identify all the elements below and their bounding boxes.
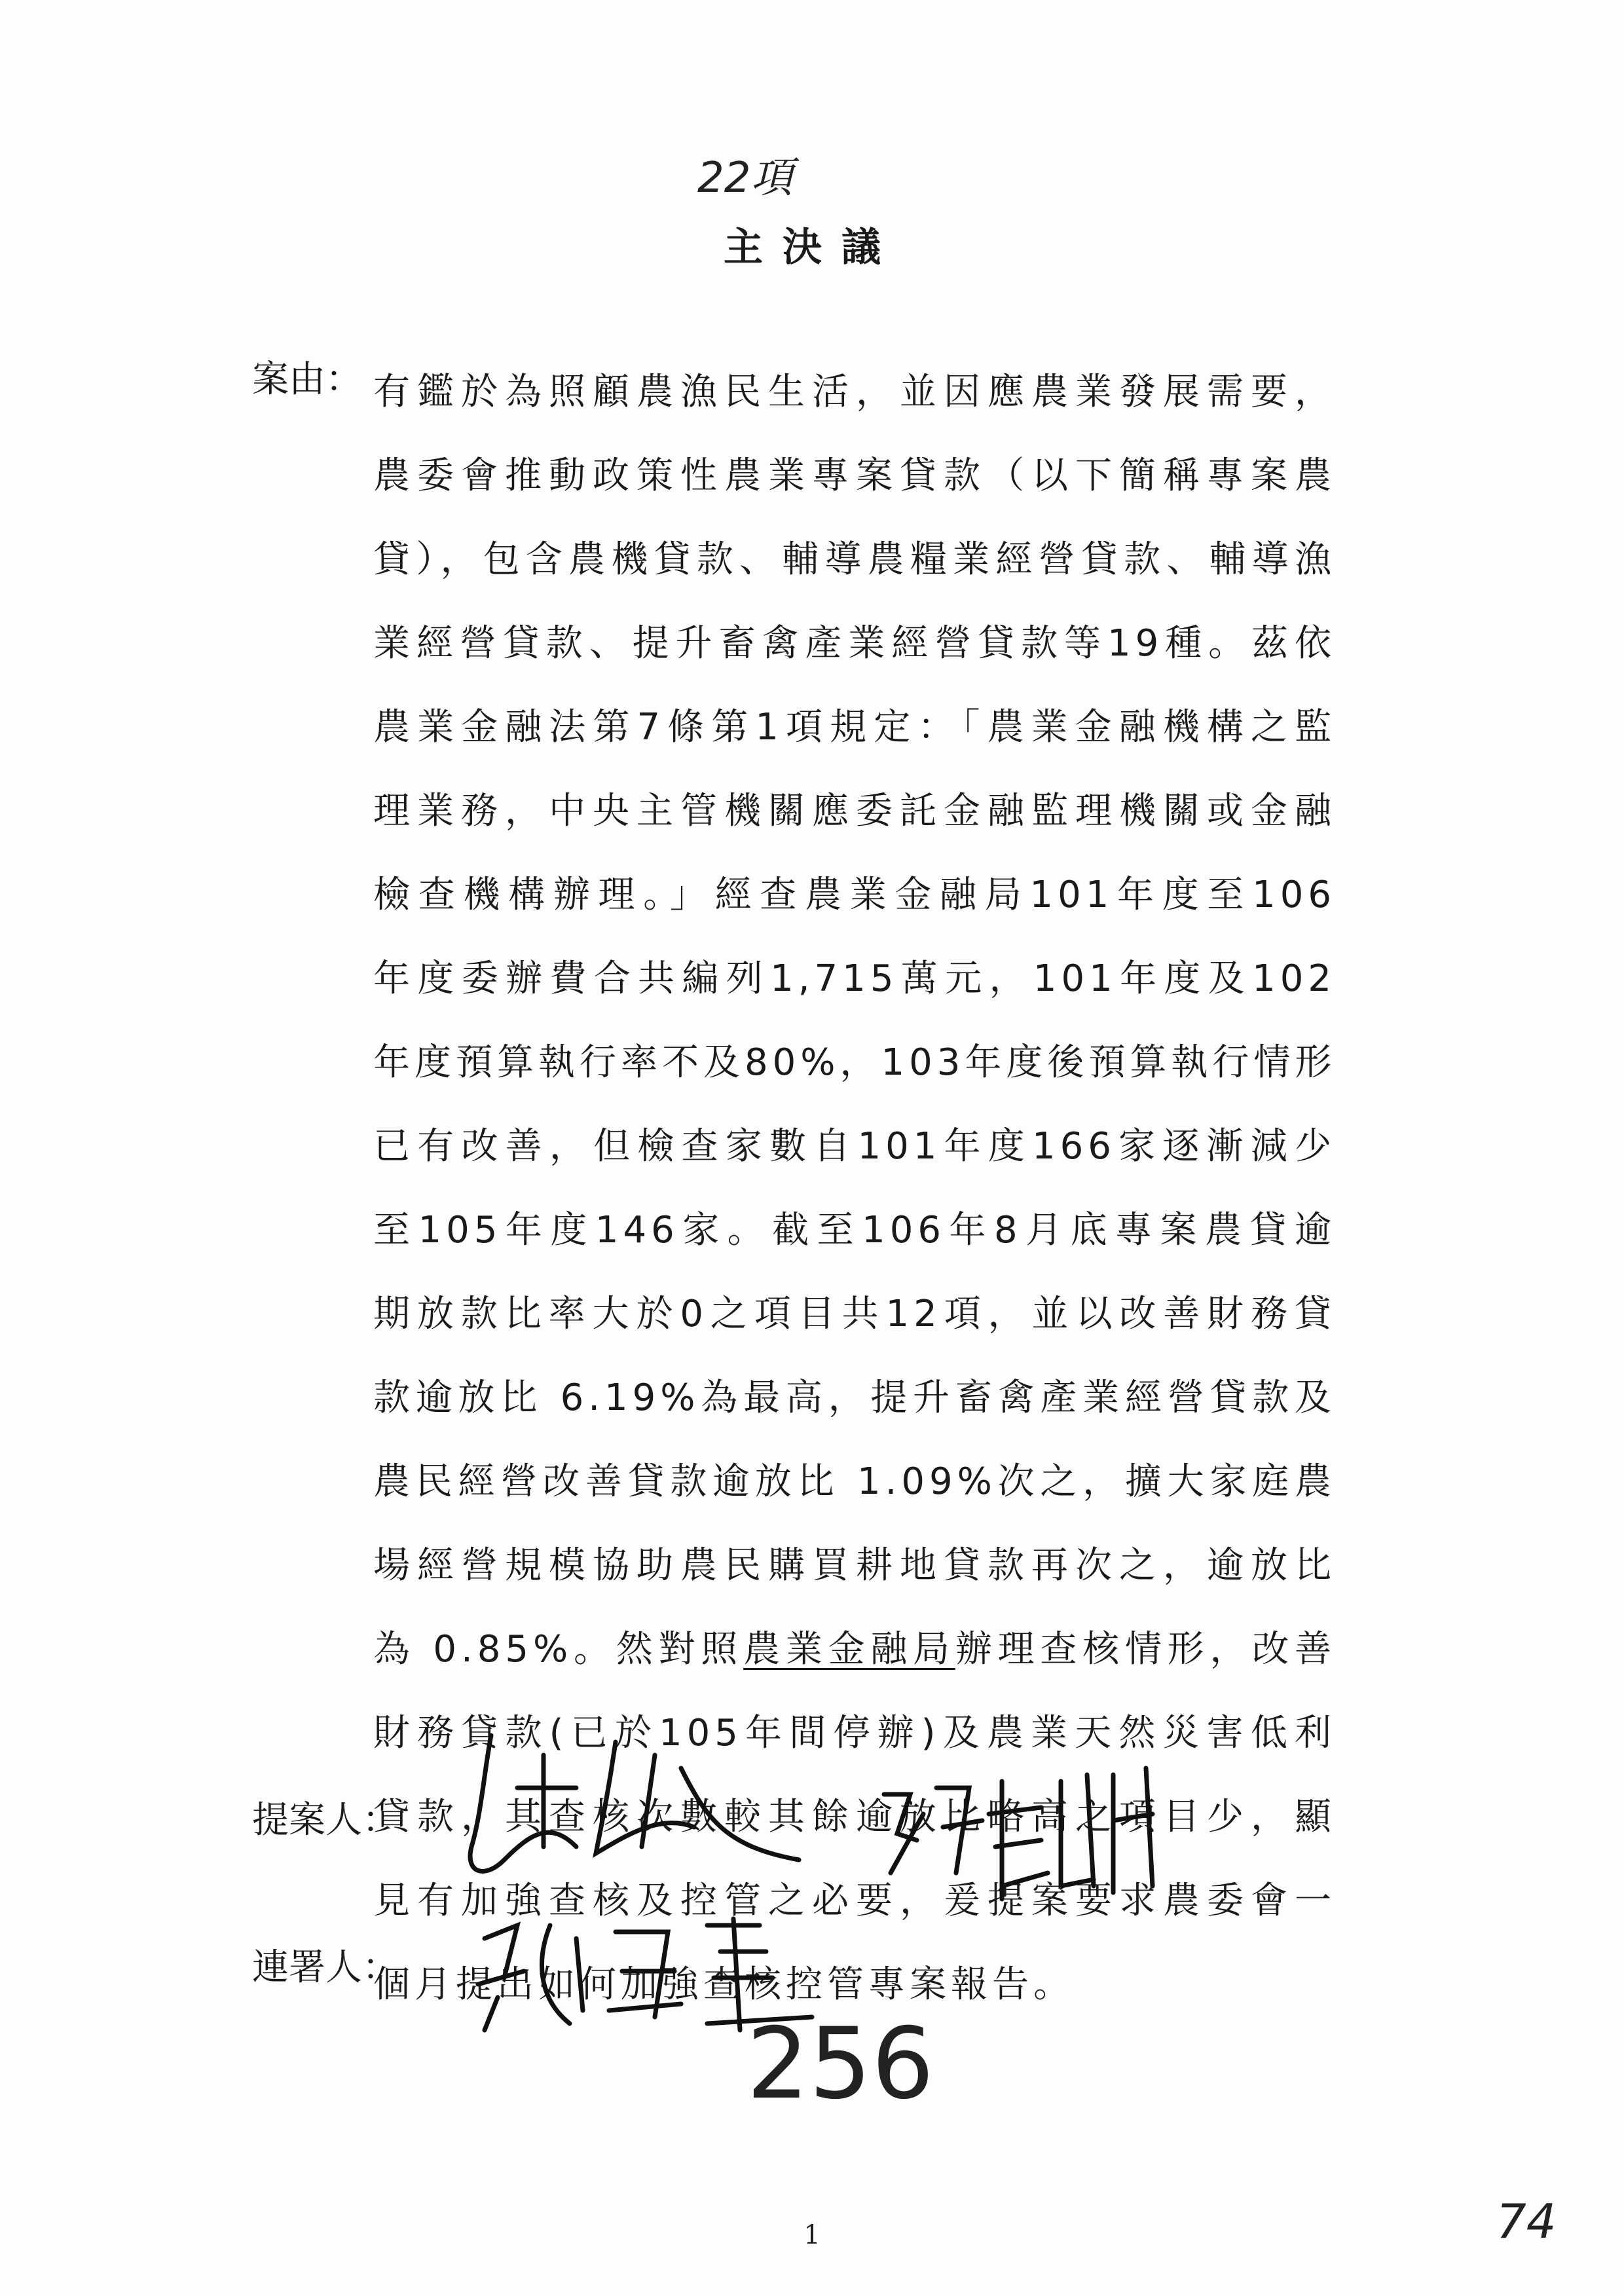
proposer-signature-1 bbox=[445, 1716, 812, 1886]
body-line bbox=[373, 1608, 1336, 1692]
body-line: 業經營貸款、提升畜禽產業經營貸款等19種。茲依 bbox=[373, 622, 1336, 665]
handwritten-number: 256 bbox=[747, 2007, 934, 2121]
body-line: 檢查機構辦理。」經查農業金融局101年度至106 bbox=[373, 874, 1336, 916]
body-line: 有鑑於為照顧農漁民生活，並因應農業發展需要， bbox=[373, 371, 1336, 413]
proposer-label: 提案人： bbox=[252, 1799, 399, 1842]
reason-label: 案由： bbox=[252, 358, 362, 401]
body-line: 款逾放比 6.19%為最高，提升畜禽產業經營貸款及 bbox=[373, 1377, 1336, 1419]
body-line: 年度委辦費合共編列1,715萬元，101年度及102 bbox=[373, 957, 1336, 1000]
body-line-segment: 辦理查核情形，改善 bbox=[955, 1628, 1337, 1671]
page-title: 主決議 bbox=[724, 225, 900, 270]
body-line: 年度預算執行率不及80%，103年度後預算執行情形 bbox=[373, 1041, 1337, 1084]
body-line: 見有加強查核及控管之必要，爰提案要求農委會一 bbox=[373, 1879, 1336, 1922]
body-line: 已有改善，但檢查家數自101年度166家逐漸減少 bbox=[373, 1125, 1336, 1168]
handwritten-corner-number: 74 bbox=[1496, 2194, 1557, 2249]
handwritten-item-number: 22項 bbox=[697, 154, 793, 202]
body-line: 場經營規模協助農民購買耕地貸款再次之，逾放比 bbox=[373, 1544, 1336, 1587]
underlined-agency-name: 農業金融局 bbox=[743, 1628, 955, 1671]
body-line-segment: 為 0.85%。然對照 bbox=[373, 1628, 744, 1671]
body-line: 至105年度146家。截至106年8月底專案農貸逾 bbox=[373, 1209, 1336, 1251]
body-line: 個月提出如何加強查核控管專案報告。 bbox=[373, 1963, 1075, 2006]
body-line: 貸），包含農機貸款、輔導農糧業經營貸款、輔導漁 bbox=[373, 538, 1336, 581]
body-line: 農委會推動政策性農業專案貸款（以下簡稱專案農 bbox=[373, 454, 1336, 497]
body-line: 理業務，中央主管機關應委託金融監理機關或金融 bbox=[373, 790, 1336, 832]
body-line: 農民經營改善貸款逾放比 1.09%次之，擴大家庭農 bbox=[373, 1460, 1336, 1503]
body-line: 期放款比率大於0之項目共12項，並以改善財務貸 bbox=[373, 1293, 1336, 1335]
cosigner-label: 連署人： bbox=[252, 1946, 399, 1989]
body-line: 貸款，其查核次數較其餘逾放比略高之項目少，顯 bbox=[373, 1796, 1336, 1838]
body-line: 農業金融法第7條第1項規定：「農業金融機構之監 bbox=[373, 706, 1336, 749]
proposer-signature-2 bbox=[871, 1755, 1166, 1925]
page-number: 1 bbox=[803, 2220, 821, 2250]
body-line: 財務貸款(已於105年間停辦)及農業天然災害低利 bbox=[373, 1712, 1336, 1754]
